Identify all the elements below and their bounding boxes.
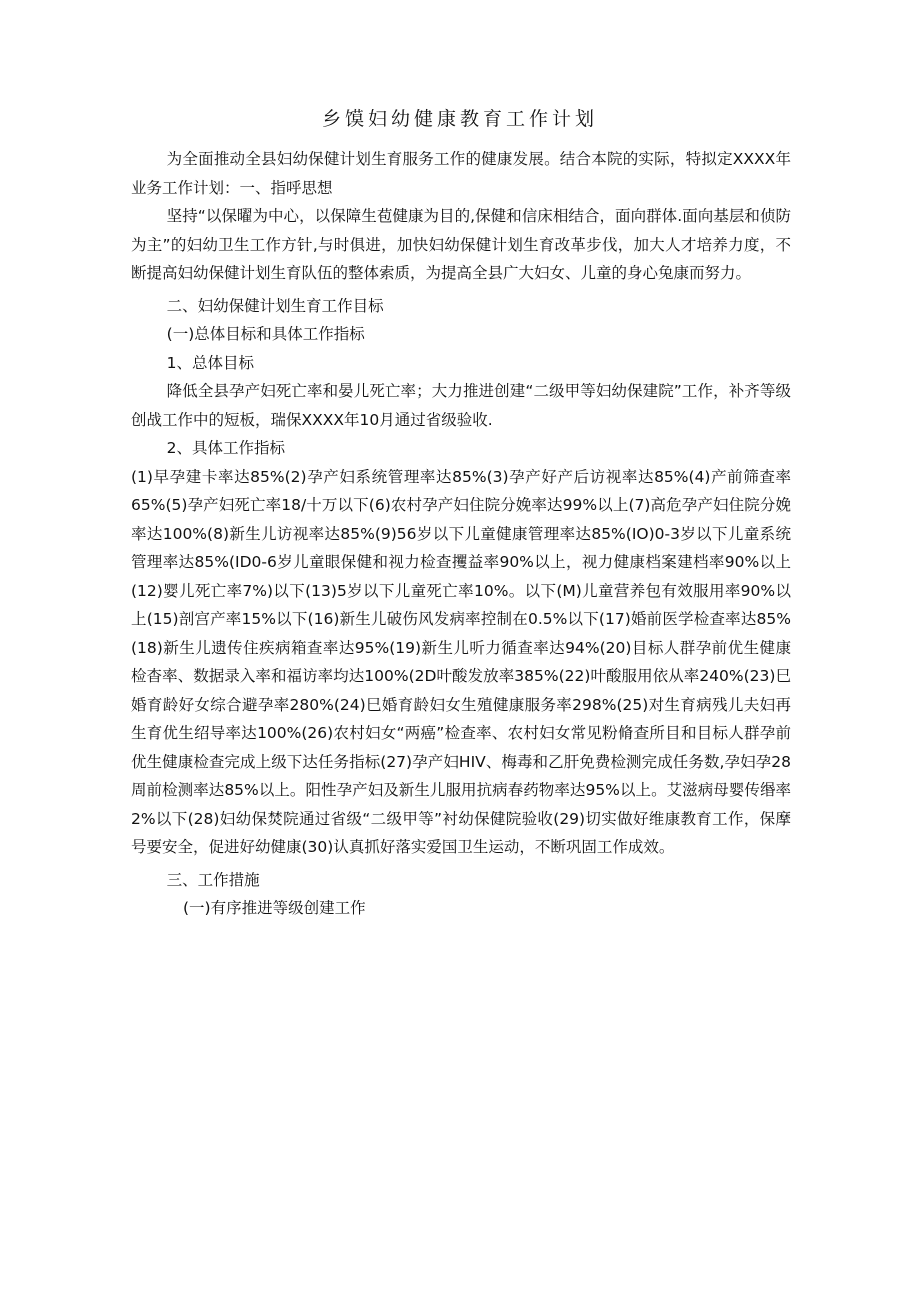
section-heading-measures: 三、工作措施 <box>166 870 260 889</box>
subsection-heading-overall: (一)总体目标和具体工作指标 <box>166 325 365 343</box>
document-body <box>131 145 791 923</box>
paragraph-specific-indicators: (1)早孕建卡率达85%(2)孕产妇系统管理率达85%(3)孕产好产后访视率达85%(4)产前筛查率65%(5)孕产妇死亡率18/十万以下(6)农村孕产妇住院分娩率达99%以上(7)高危孕产妇住院分娩率达100%(8)新生儿访视率达85%(9)56岁以下儿童健康管理率达85%(IO)0-3岁以下儿童系统管理率达85%(ID0-6岁儿童眼保健和视力检查攫益率90%以上，视力健康档案建档率90%以上(12)婴儿死亡率7%)以下(13)5岁以下儿童死亡率10%。以下(M)儿童营养包有效服用率90%以上(15)剖宫产率15%以下(16)新生儿破伤风发病率控制在0.5%以下(17)婚前医学检查率达85%(18)新生儿遗传住疾病箱查率达95%(19)新生儿听力循查率达94%(20)目标人群孕前优生健康检杳率、数据录入率和福访率均达100%(2D叶酸发放率385%(22)叶酸服用依从率240%(23)巳婚育龄好女综合避孕率280%(24)巳婚育龄妇女生殖健康服务率298%(25)对生育病残儿夫妇再生育优生绍导率达100%(26)农村妇女“两癌”检查率、农村妇女常见粉脩查所目和目标人群孕前优生健康检查完成上级下达任务指标(27)孕产妇HIV、梅毒和乙肝免费检测完成任务数,孕妇孕28周前检测率达85%以上。阳性孕产妇及新生儿服用抗病春药物率达95%以上。艾滋病母婴传缗率2%以下(28)妇幼保焚院通过省级“二级甲等”衬幼保健院验收(29)切实做好维康教育工作，保摩号要安全，促进好幼健康(30)认真抓好落实爱国卫生运动，不断巩固工作成效。 <box>131 467 791 856</box>
item-heading-specific-indicators: 2、具体工作指标 <box>166 439 286 457</box>
subsection-heading-grade-creation: (一)有序推进等级创建工作 <box>183 899 366 917</box>
item-heading-overall-goal: 1、总体目标 <box>166 353 255 372</box>
paragraph-overall-goal: 降低全县孕产妇死亡率和晏儿死亡率；大力推进创建“二级甲等妇幼保建院”工作，补齐等级创战工作中的短板，瑞保XXXX年10月通过省级验收. <box>131 382 791 429</box>
paragraph-intro: 为全面推动全县妇幼保健计划生育服务工作的健康发展。结合本院的实际，特拟定XXXX年业务工作计划：一、指呼思想 <box>131 150 791 197</box>
section-heading-goals: 二、妇幼保健计划生育工作目标 <box>166 296 384 315</box>
document-title: 乡馍妇幼健康教育工作计划 <box>321 108 598 130</box>
paragraph-guiding-principle: 坚持“以保曜为中心，以保障生苞健康为目的,保健和信床相结合，面向群体.面向基层和侦防为主”的妇幼卫生工作方针,与时俱进，加快妇幼保健计划生育改革步伐，加大人才培养力度，不断提高妇幼保健计划生育队伍的整体索质，为提高全县广大妇女、儿童的身心兔康而努力。 <box>131 207 791 282</box>
